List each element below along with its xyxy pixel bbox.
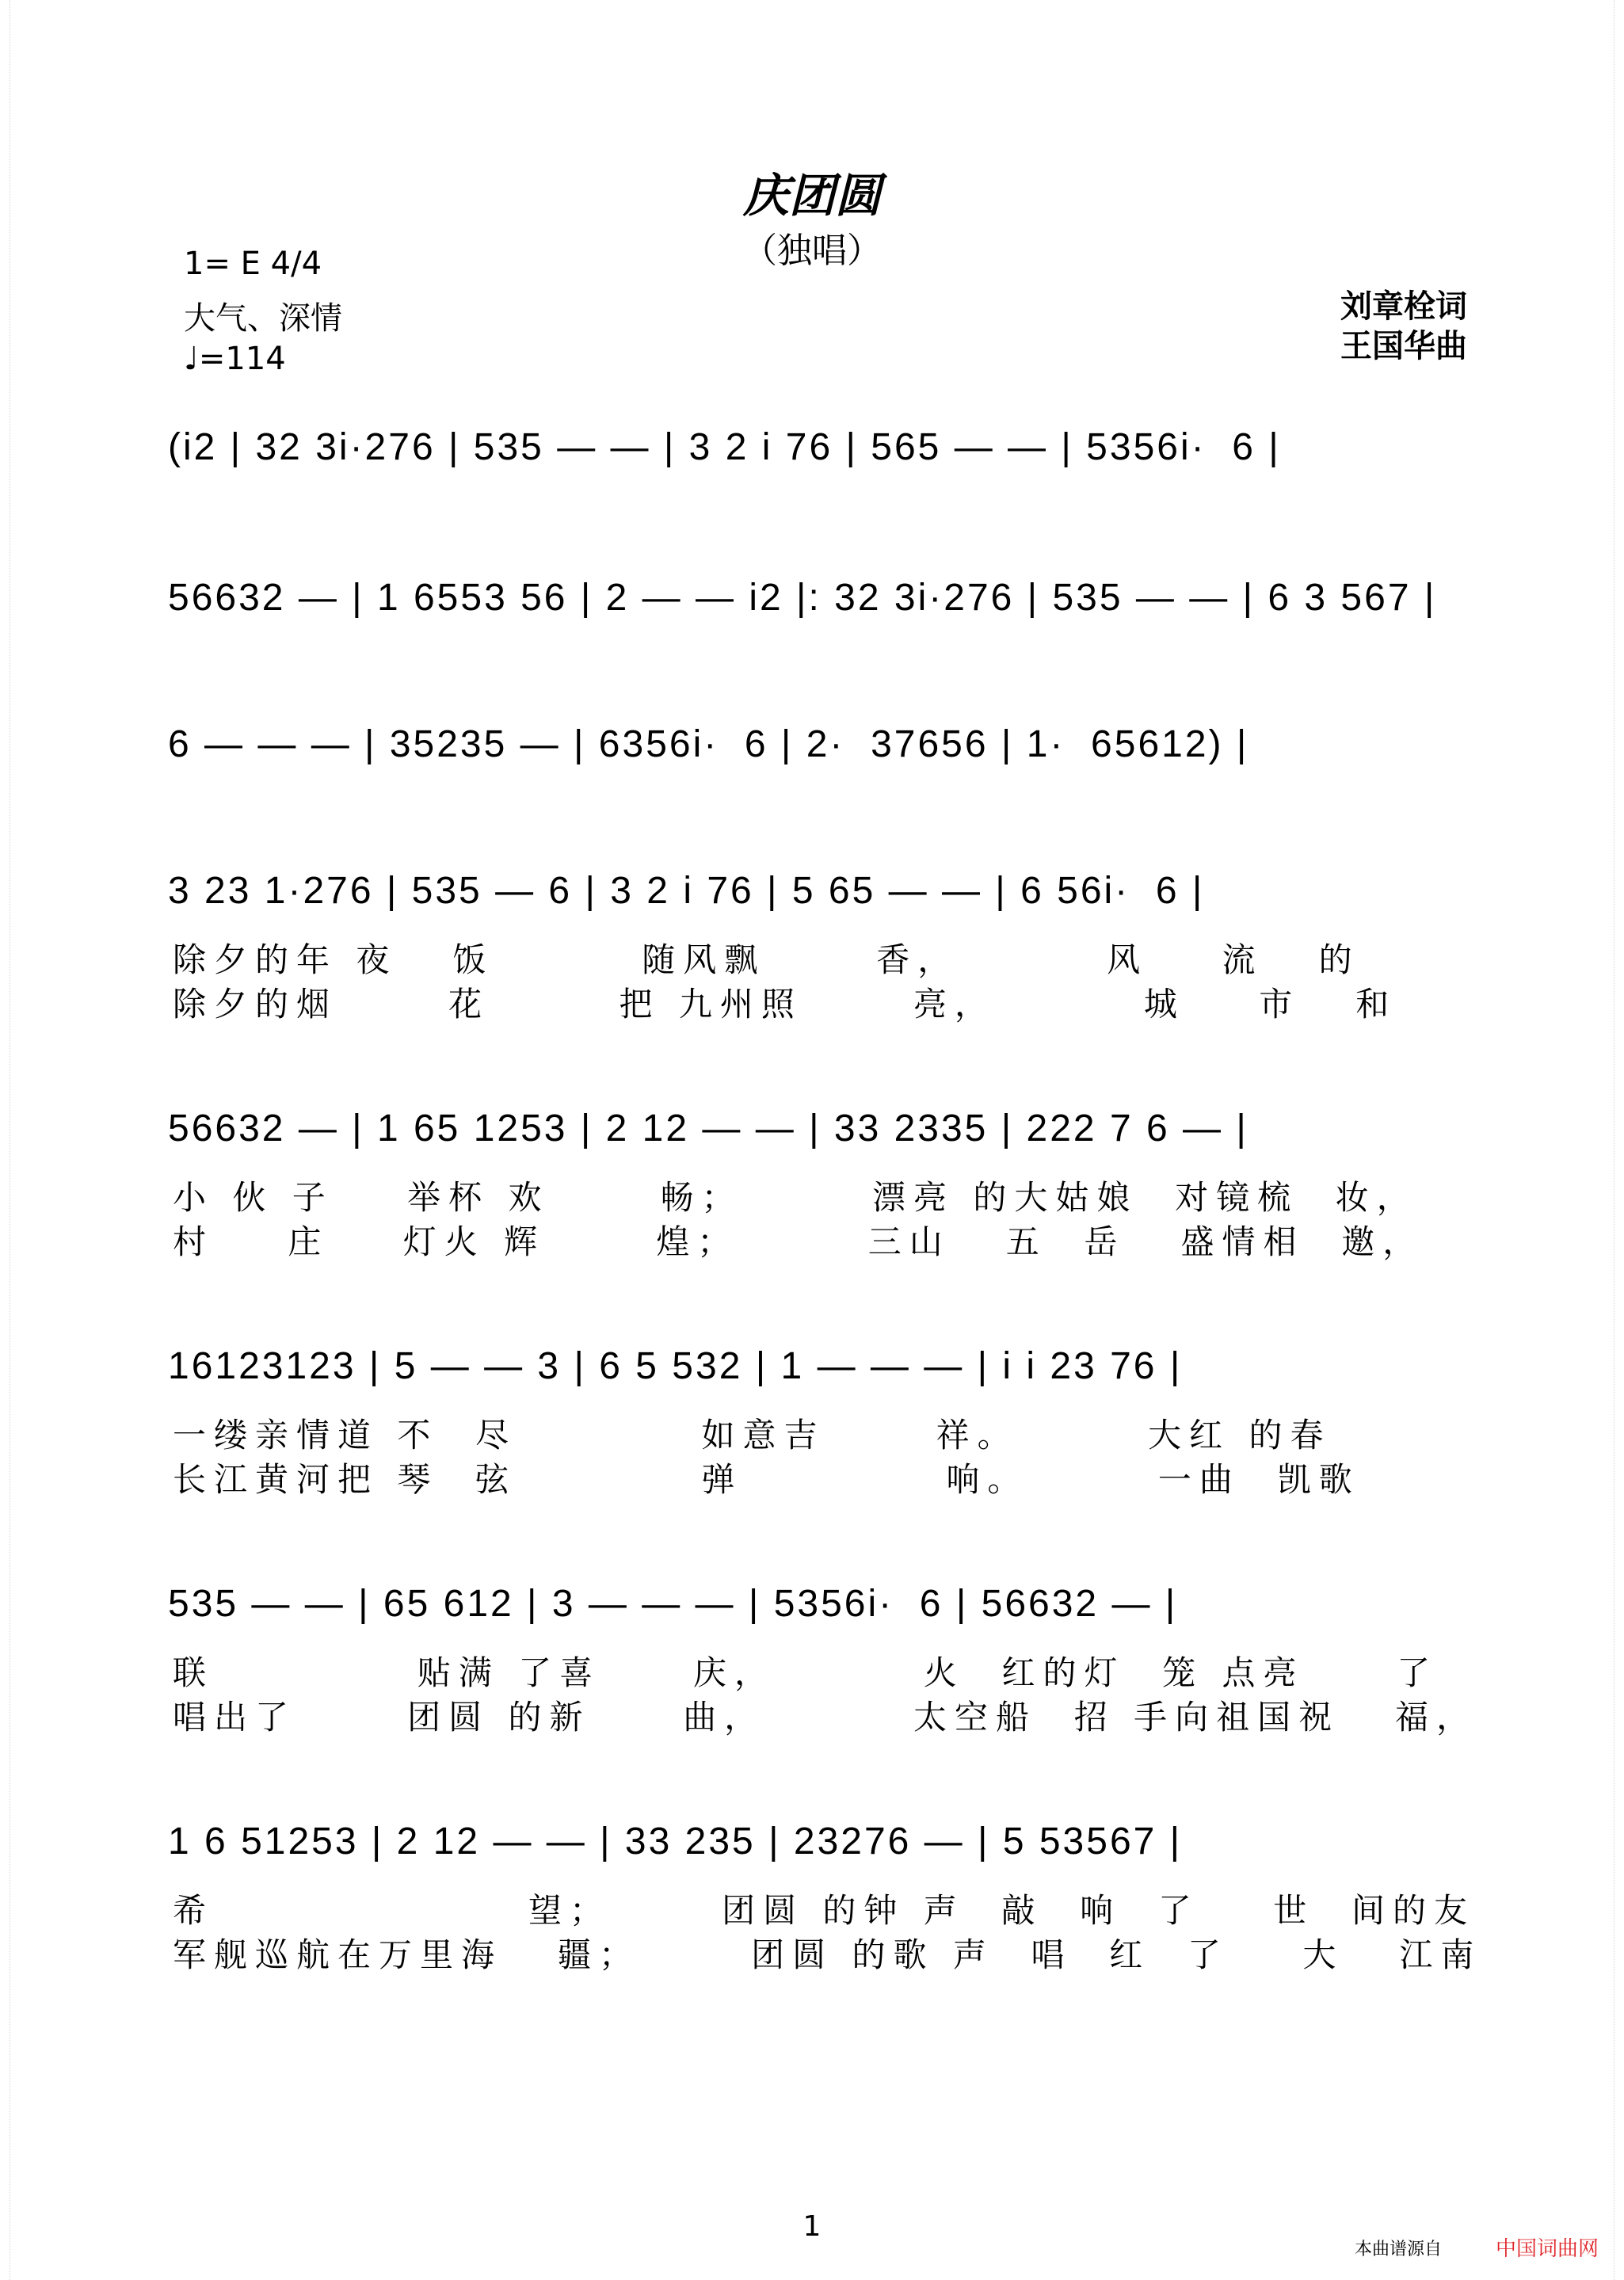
lyric-line-1: 一缕亲情道 不 尽 如意吉 祥。 大红 的春 [173,1416,1332,1455]
lyric-line-1: 联 贴满 了喜 庆， 火 红的灯 笼 点亮 了 [173,1653,1439,1692]
page-number: 1 [802,2210,822,2243]
notation-line: 6 — — — | 35235 — | 6356i· 6 | 2· 37656 | 1· 65612) | [168,723,1249,765]
notation-line: 56632 — | 1 65 1253 | 2 12 — — | 33 2335 | 222 7 6 — | [168,1108,1248,1150]
lyricist-credit: 刘章栓词 [1340,288,1467,325]
footer-source-label: 本曲谱源自 [1355,2240,1443,2259]
lyric-line-1: 希 望； 团圆 的钟 声 敲 响 了 世 间的友 [173,1891,1475,1930]
song-subtitle: （独唱） [742,231,882,271]
expression-marking: 大气、深情 [184,300,342,337]
notation-line: 535 — — | 65 612 | 3 — — — | 5356i· 6 | 56632 — | [168,1583,1178,1625]
key-signature: 1= E 4/4 [184,246,322,282]
left-margin-strip [0,0,10,2280]
notation-line: 3 23 1·276 | 535 — 6 | 3 2 i 76 | 5 65 — — | 6 56i· 6 | [168,870,1205,912]
notation-line: (i2 | 32 3i·276 | 535 — — | 3 2 i 76 | 565 — — | 5356i· 6 | [168,426,1281,468]
lyric-line-1: 除夕的年 夜 饭 随风飘 香， 风 流 的 [173,940,1360,979]
lyric-line-2: 村 庄 灯火 辉 煌； 三山 五 岳 盛情相 邀， [173,1222,1424,1261]
right-margin-strip [1614,0,1624,2280]
lyric-line-1: 小 伙 子 举杯 欢 畅； 漂亮 的大姑娘 对镜梳 妆， [173,1178,1418,1217]
lyric-line-2: 除夕的烟 花 把 九州照 亮， 城 市 和 [173,985,1397,1024]
notation-line: 16123123 | 5 — — 3 | 6 5 532 | 1 — — — | i i 23 76 | [168,1345,1183,1387]
composer-credit: 王国华曲 [1340,328,1467,364]
song-title: 庆团圆 [742,169,881,223]
notation-line: 1 6 51253 | 2 12 — — | 33 235 | 23276 — | 5 53567 | [168,1821,1183,1863]
tempo-marking: ♩=114 [184,341,286,377]
lyric-line-2: 唱出了 团圆 的新 曲， 太空船 招 手向祖国祝 福， [173,1698,1478,1737]
footer-site-link[interactable]: 中国词曲网 [1496,2237,1599,2261]
notation-line: 56632 — | 1 6553 56 | 2 — — i2 |: 32 3i·276 | 535 — — | 6 3 567 | [168,577,1437,619]
lyric-line-2: 军舰巡航在万里海 疆； 团圆 的歌 声 唱 红 了 大 江南 [173,1935,1482,1974]
lyric-line-2: 长江黄河把 琴 弦 弹 响。 一曲 凯歌 [173,1460,1360,1499]
